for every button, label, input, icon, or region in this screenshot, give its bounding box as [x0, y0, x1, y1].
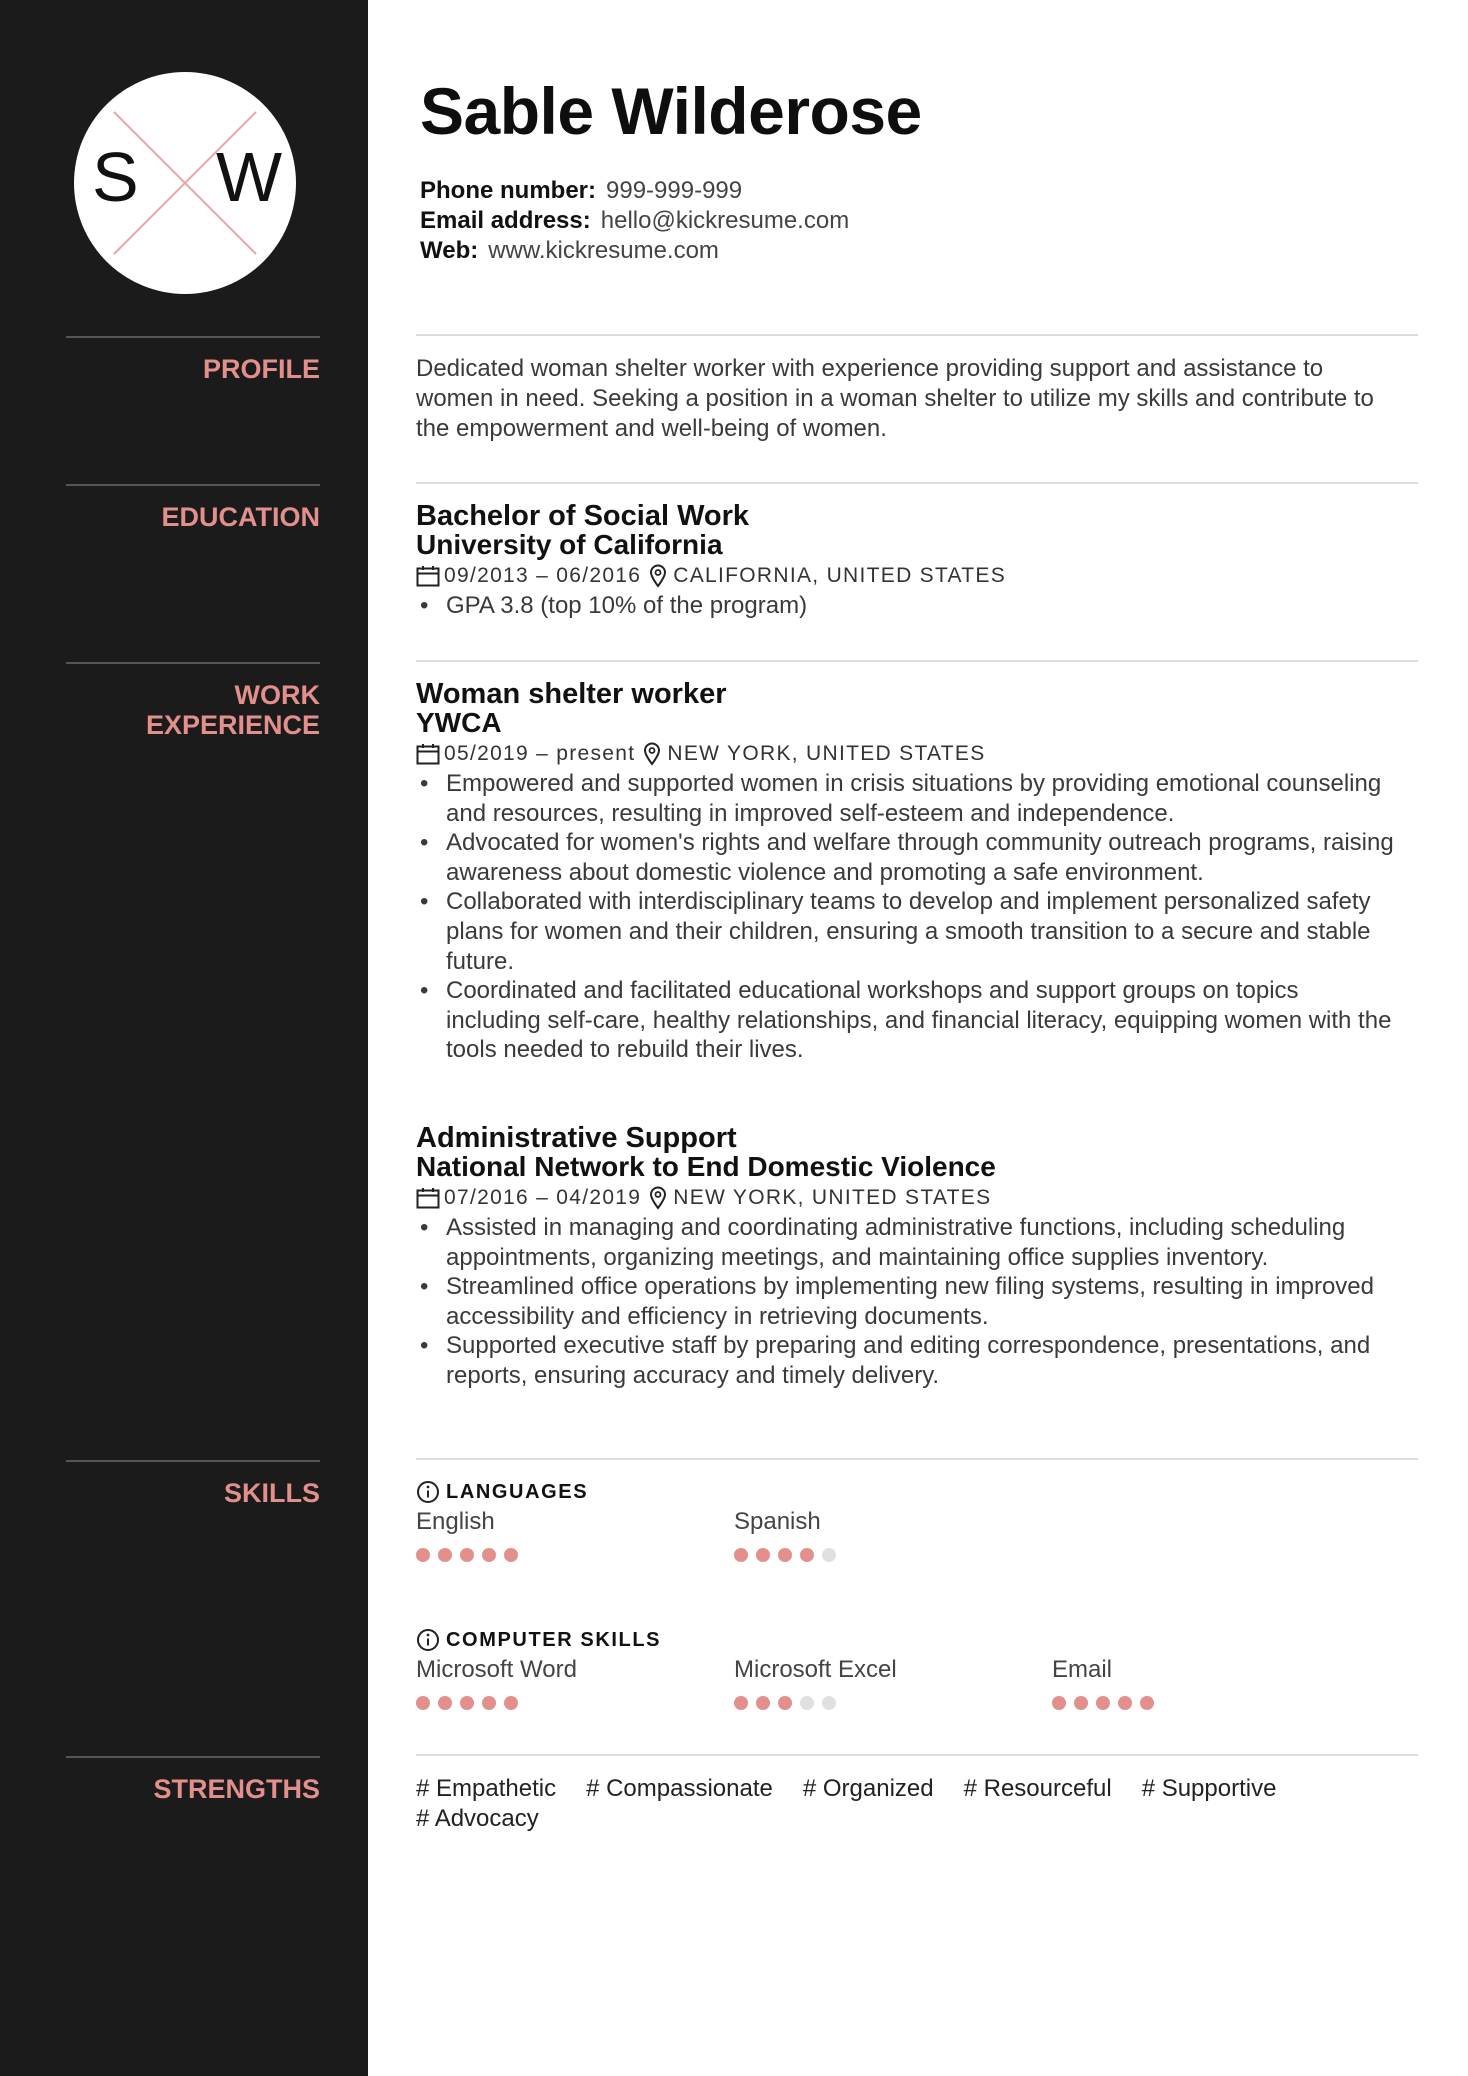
job-dates: 05/2019 – present — [444, 742, 636, 765]
job-meta — [416, 739, 1426, 769]
contact-web: Web: www.kickresume.com — [420, 237, 719, 264]
job-location: NEW YORK, UNITED STATES — [667, 742, 986, 765]
education-section — [416, 502, 1426, 621]
job-title: Woman shelter worker — [416, 678, 727, 710]
rating-dot-filled — [482, 1696, 496, 1710]
rating-dot-filled — [1074, 1696, 1088, 1710]
skill-email: Email — [1052, 1654, 1162, 1710]
rating-dot-empty — [822, 1548, 836, 1562]
divider — [416, 1754, 1418, 1756]
job-company: YWCA — [416, 707, 502, 738]
job-bullets — [416, 1213, 1396, 1391]
skill-rating — [734, 1696, 897, 1710]
section-label-work-experience: WORK EXPERIENCE — [66, 662, 320, 740]
skills-languages — [416, 1478, 1426, 1586]
rating-dot-filled — [482, 1548, 496, 1562]
monogram-letter-left: S — [92, 138, 139, 216]
strength-tag: # Advocacy — [416, 1805, 539, 1832]
strength-tag: # Organized — [802, 1775, 934, 1802]
rating-dot-filled — [438, 1548, 452, 1562]
job-location: NEW YORK, UNITED STATES — [673, 1186, 992, 1209]
rating-dot-filled — [416, 1696, 430, 1710]
monogram-letter-right: W — [216, 138, 283, 216]
rating-dot-empty — [800, 1696, 814, 1710]
strength-tag: # Resourceful — [963, 1775, 1112, 1802]
list-item: • Supported executive staff by preparing and editing correspondence, presentations, and reports, ensuring accuracy and timely delivery. — [416, 1331, 1396, 1390]
job-bullets — [416, 769, 1396, 1065]
contact-email: Email address: hello@kickresume.com — [420, 207, 850, 234]
education-location: CALIFORNIA, UNITED STATES — [673, 564, 1007, 587]
location-pin-icon — [649, 564, 667, 588]
education-bullets — [416, 591, 1426, 621]
rating-dot-filled — [734, 1696, 748, 1710]
divider — [416, 482, 1418, 484]
skill-rating — [416, 1696, 577, 1710]
rating-dot-filled — [1140, 1696, 1154, 1710]
rating-dot-empty — [822, 1696, 836, 1710]
contact-info — [420, 176, 849, 266]
strength-tag: # Empathetic — [416, 1775, 557, 1802]
list-item: • GPA 3.8 (top 10% of the program) — [416, 591, 1426, 621]
skills-group-heading: LANGUAGES — [416, 1478, 1426, 1506]
job-title: Administrative Support — [416, 1122, 737, 1154]
rating-dot-filled — [438, 1696, 452, 1710]
list-item: • Empowered and supported women in crisis situations by providing emotional counseling and resources, resulting in improved self-esteem and independence. — [416, 769, 1396, 828]
section-label-skills: SKILLS — [66, 1460, 320, 1508]
rating-dot-filled — [460, 1548, 474, 1562]
rating-dot-filled — [1096, 1696, 1110, 1710]
section-label-education: EDUCATION — [66, 484, 320, 532]
skill-rating — [734, 1548, 844, 1562]
rating-dot-filled — [1052, 1696, 1066, 1710]
rating-dot-filled — [734, 1548, 748, 1562]
sidebar — [0, 0, 368, 2076]
education-degree: Bachelor of Social Work — [416, 500, 750, 532]
skill-rating — [416, 1548, 526, 1562]
education-school: University of California — [416, 529, 723, 560]
rating-dot-filled — [756, 1548, 770, 1562]
strength-tag: # Compassionate — [586, 1775, 773, 1802]
location-pin-icon — [649, 1186, 667, 1210]
info-icon — [416, 1480, 440, 1504]
skill-rating — [1052, 1696, 1162, 1710]
contact-phone: Phone number: 999-999-999 — [420, 177, 743, 204]
education-dates: 09/2013 – 06/2016 — [444, 564, 642, 587]
skills-row — [416, 1654, 1426, 1734]
calendar-icon — [416, 743, 440, 765]
divider — [416, 660, 1418, 662]
strength-tag: # Supportive — [1141, 1775, 1277, 1802]
rating-dot-filled — [504, 1548, 518, 1562]
location-pin-icon — [643, 742, 661, 766]
divider — [416, 334, 1418, 336]
profile-section — [416, 354, 1426, 444]
section-label-profile: PROFILE — [66, 336, 320, 384]
job-meta — [416, 1183, 1426, 1213]
work-entry-1 — [416, 680, 1426, 1065]
divider — [416, 1458, 1418, 1460]
rating-dot-filled — [460, 1696, 474, 1710]
job-company: National Network to End Domestic Violence — [416, 1151, 996, 1182]
info-icon — [416, 1628, 440, 1652]
list-item: • Collaborated with interdisciplinary teams to develop and implement personalized safety plans for women and their children, ensuring a smooth transition to a secure and stable future. — [416, 887, 1396, 976]
rating-dot-filled — [756, 1696, 770, 1710]
list-item: • Assisted in managing and coordinating administrative functions, including scheduling appointments, organizing meetings, and maintaining office supplies inventory. — [416, 1213, 1396, 1272]
skills-computer — [416, 1626, 1426, 1734]
rating-dot-filled — [800, 1548, 814, 1562]
candidate-name: Sable Wilderose — [420, 74, 922, 148]
profile-text: Dedicated woman shelter worker with experience providing support and assistance to women in need. Seeking a position in a woman shelter to utilize my skills and contribute to the empowerment and well-being of women. — [416, 355, 1374, 442]
skills-group-heading: COMPUTER SKILLS — [416, 1626, 1426, 1654]
calendar-icon — [416, 565, 440, 587]
monogram — [74, 72, 296, 294]
rating-dot-filled — [1118, 1696, 1132, 1710]
list-item: • Advocated for women's rights and welfare through community outreach programs, raising awareness about domestic violence and promoting a safe environment. — [416, 828, 1396, 887]
work-entry-2 — [416, 1124, 1426, 1391]
rating-dot-filled — [778, 1548, 792, 1562]
rating-dot-filled — [416, 1548, 430, 1562]
list-item: • Streamlined office operations by implementing new filing systems, resulting in improved accessibility and efficiency in retrieving documents. — [416, 1272, 1396, 1331]
calendar-icon — [416, 1187, 440, 1209]
strengths-section — [416, 1774, 1426, 1834]
skill-english: English — [416, 1506, 526, 1562]
skill-microsoft-excel: Microsoft Excel — [734, 1654, 897, 1710]
skill-spanish: Spanish — [734, 1506, 844, 1562]
skills-row — [416, 1506, 1426, 1586]
education-meta — [416, 561, 1426, 591]
job-dates: 07/2016 – 04/2019 — [444, 1186, 642, 1209]
rating-dot-filled — [778, 1696, 792, 1710]
strengths-tags — [416, 1774, 1346, 1834]
rating-dot-filled — [504, 1696, 518, 1710]
list-item: • Coordinated and facilitated educational workshops and support groups on topics including self-care, healthy relationships, and financial literacy, equipping women with the tools needed to rebuild their lives. — [416, 976, 1396, 1065]
skill-microsoft-word: Microsoft Word — [416, 1654, 577, 1710]
section-label-strengths: STRENGTHS — [66, 1756, 320, 1804]
